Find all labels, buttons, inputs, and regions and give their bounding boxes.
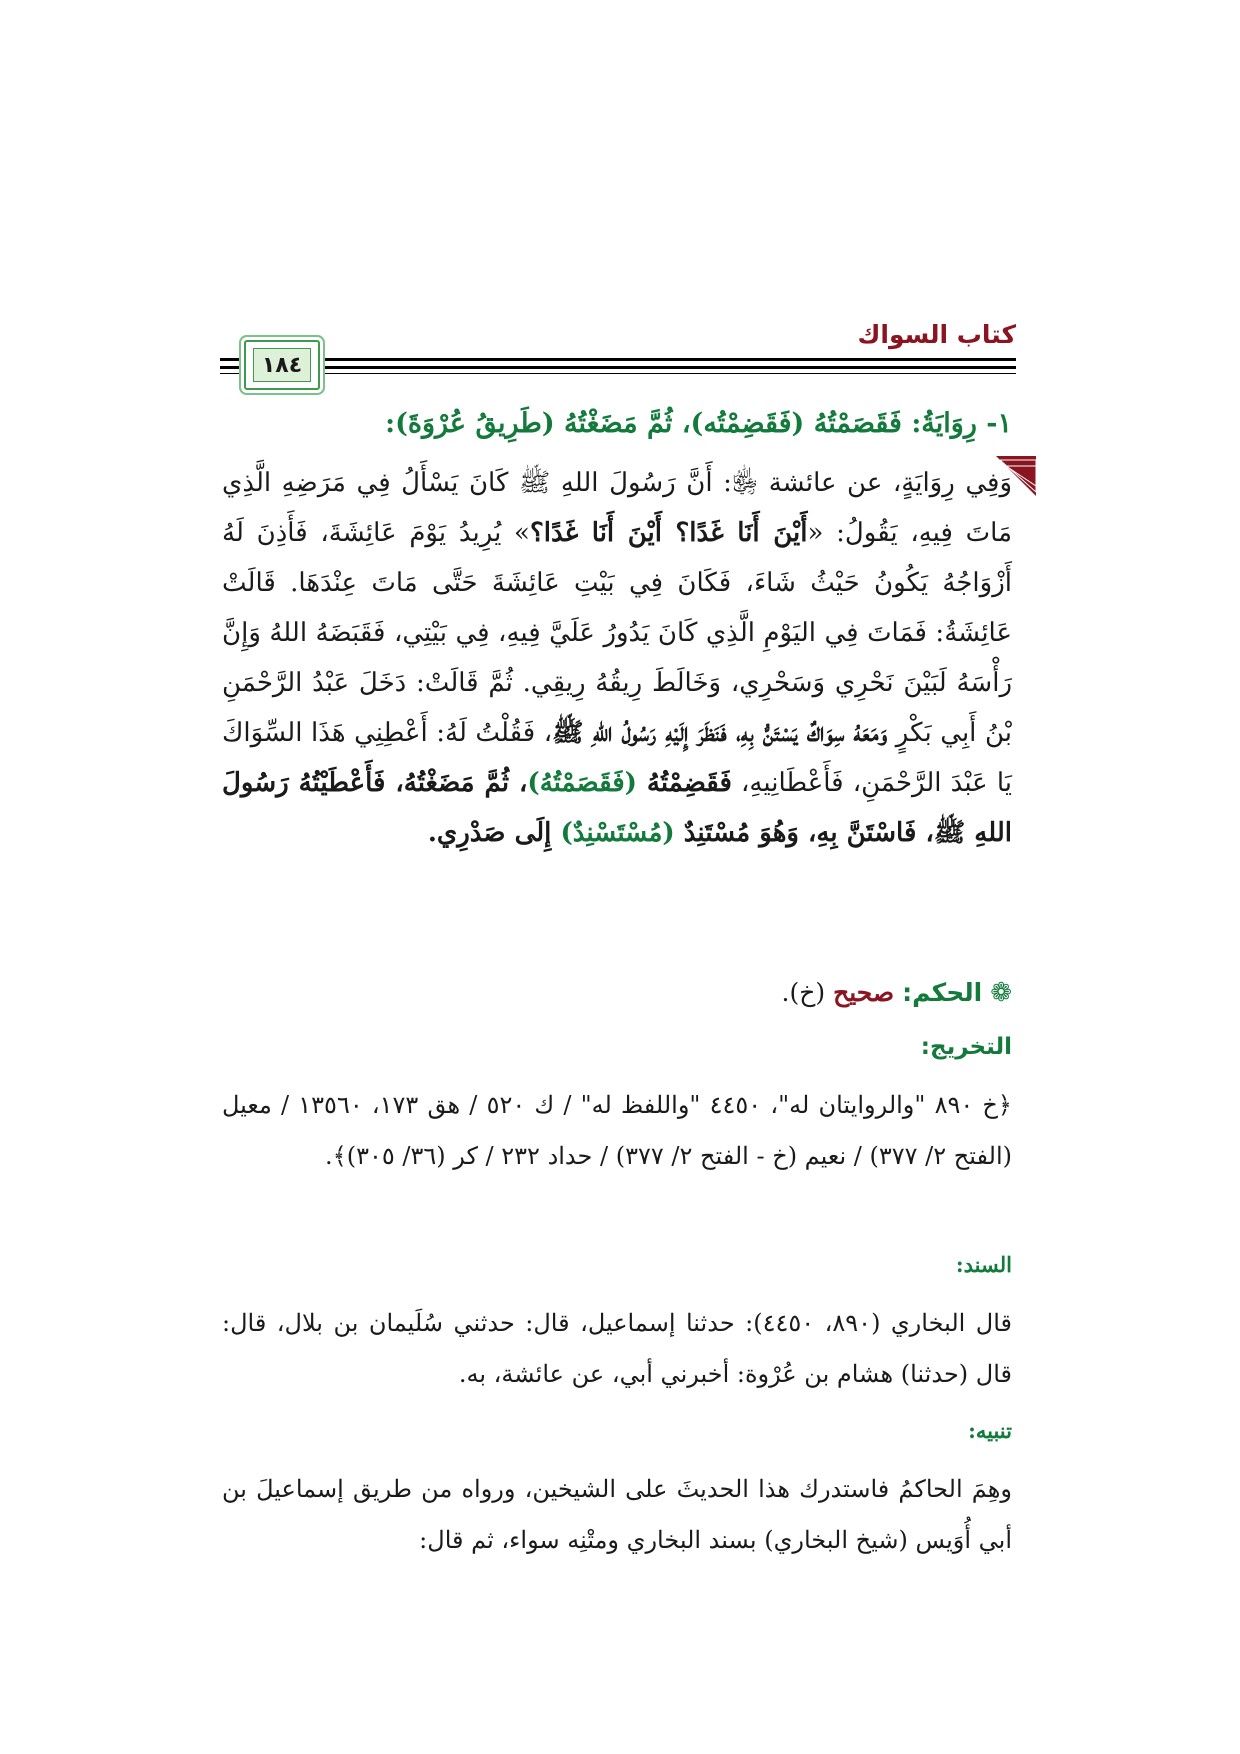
takhrij-heading: التخريج: — [920, 1034, 1012, 1060]
hadith-part: وَفِي رِوَايَةٍ، عن عائشة ﵂: أَنَّ رَسُولَ اللهِ ﷺ كَانَ يَسْأَلُ فِي مَرَضِهِ الَّذِي مَاتَ فِيهِ، يَقُولُ: « — [222, 468, 1013, 548]
hadith-bold: وَمَعَهُ سِوَاكٌ يَسْتَنُّ بِهِ، فَنَظَرَ إِلَيْهِ رَسُولُ اللهِ ﷺ — [552, 718, 888, 748]
hadith-bold: فَقَضِمْتُهُ — [646, 768, 732, 798]
header-rule — [220, 373, 1016, 374]
ruling-source: (خ). — [781, 978, 834, 1007]
page-number: ١٨٤ — [253, 348, 311, 382]
sanad-heading: السند: — [955, 1252, 1012, 1277]
hadith-text — [222, 458, 1012, 858]
page-number-badge — [244, 340, 320, 390]
hadith-bold: إِلَى صَدْرِي. — [427, 818, 561, 848]
ruling-label: الحكم: — [902, 978, 983, 1007]
hadith-part: ، فَقُلْتُ لَهُ: أَعْطِنِي هَذَا السِّوَاكَ يَا عَبْدَ الرَّحْمَنِ، فَأَعْطَانِيهِ، — [222, 718, 1012, 798]
tanbih-heading: تنبيه: — [968, 1418, 1012, 1443]
page-header — [220, 318, 1016, 390]
takhrij-text: ﴿خ ٨٩٠ "والروايتان له"، ٤٤٥٠ "واللفظ له" / ك ٥٢٠ / هق ١٧٣، ١٣٥٦٠ / معيل (الفتح ٢/ ٣٧٧) / نعيم (خ - الفتح ٢/ ٣٧٧) / حداد ٢٣٢ / كر (٣٦/ ٣٠٥)﴾. — [222, 1091, 1012, 1170]
header-rule — [220, 366, 1016, 369]
ruling-line — [222, 978, 1012, 1008]
book-title: كتاب السواك — [857, 320, 1016, 349]
hadith-bold: أَيْنَ أَنَا غَدًا؟ أَيْنَ أَنَا غَدًا؟ — [529, 518, 808, 548]
hadith-variant: (فَقَصَمْتُهُ) — [527, 768, 647, 798]
section-heading: ١- رِوَايَةُ: فَقَصَمْتُهُ (فَقَضِمْتُه)، ثُمَّ مَضَغْتُهُ (طَرِيقُ عُرْوَةَ): — [385, 408, 1012, 439]
header-rule — [220, 358, 1016, 361]
hadith-variant: (مُسْتَسْنِدٌ) — [560, 818, 684, 848]
tanbih-text: وهِمَ الحاكمُ فاستدرك هذا الحديثَ على الشيخين، ورواه من طريق إسماعيلَ بن أبي أُوَيس (شيخ البخاري) بسند البخاري ومتْنِه سواء، ثم قال: — [222, 1475, 1012, 1554]
flower-icon: ❁ — [990, 978, 1012, 1008]
hadith-part: » يُرِيدُ يَوْمَ عَائِشَةَ، فَأَذِنَ لَهُ أَزْوَاجُهُ يَكُونُ حَيْثُ شَاءَ، فَكَانَ فِي بَيْتِ عَائِشَةَ حَتَّى مَاتَ عِنْدَهَا. قَالَتْ عَائِشَةُ: فَمَاتَ فِي اليَوْمِ الَّذِي كَانَ يَدُورُ عَلَيَّ فِيهِ، فِي بَيْتِي، فَقَبَضَهُ اللهُ وَإِنَّ رَأْسَهُ لَبَيْنَ نَحْرِي وَسَحْرِي، وَخَالَطَ رِيقُهُ رِيقِي. ثُمَّ قَالَتْ: دَخَلَ عَبْدُ الرَّحْمَنِ بْنُ أَبِي بَكْرٍ — [222, 518, 1012, 748]
ruling-value: صحيح — [833, 978, 895, 1007]
sanad-text: قال البخاري (٨٩٠، ٤٤٥٠): حدثنا إسماعيل، قال: حدثني سُلَيمان بن بلال، قال: قال (حدثنا) هشام بن عُرْوة: أخبرني أبي، عن عائشة، به. — [222, 1309, 1013, 1388]
hadith-bold: ، ثُمَّ مَضَغْتُهُ، فَأَعْطَيْتُهُ رَسُولَ اللهِ ﷺ، فَاسْتَنَّ بِهِ، وَهُوَ مُسْتَنِدٌ — [222, 768, 1012, 848]
